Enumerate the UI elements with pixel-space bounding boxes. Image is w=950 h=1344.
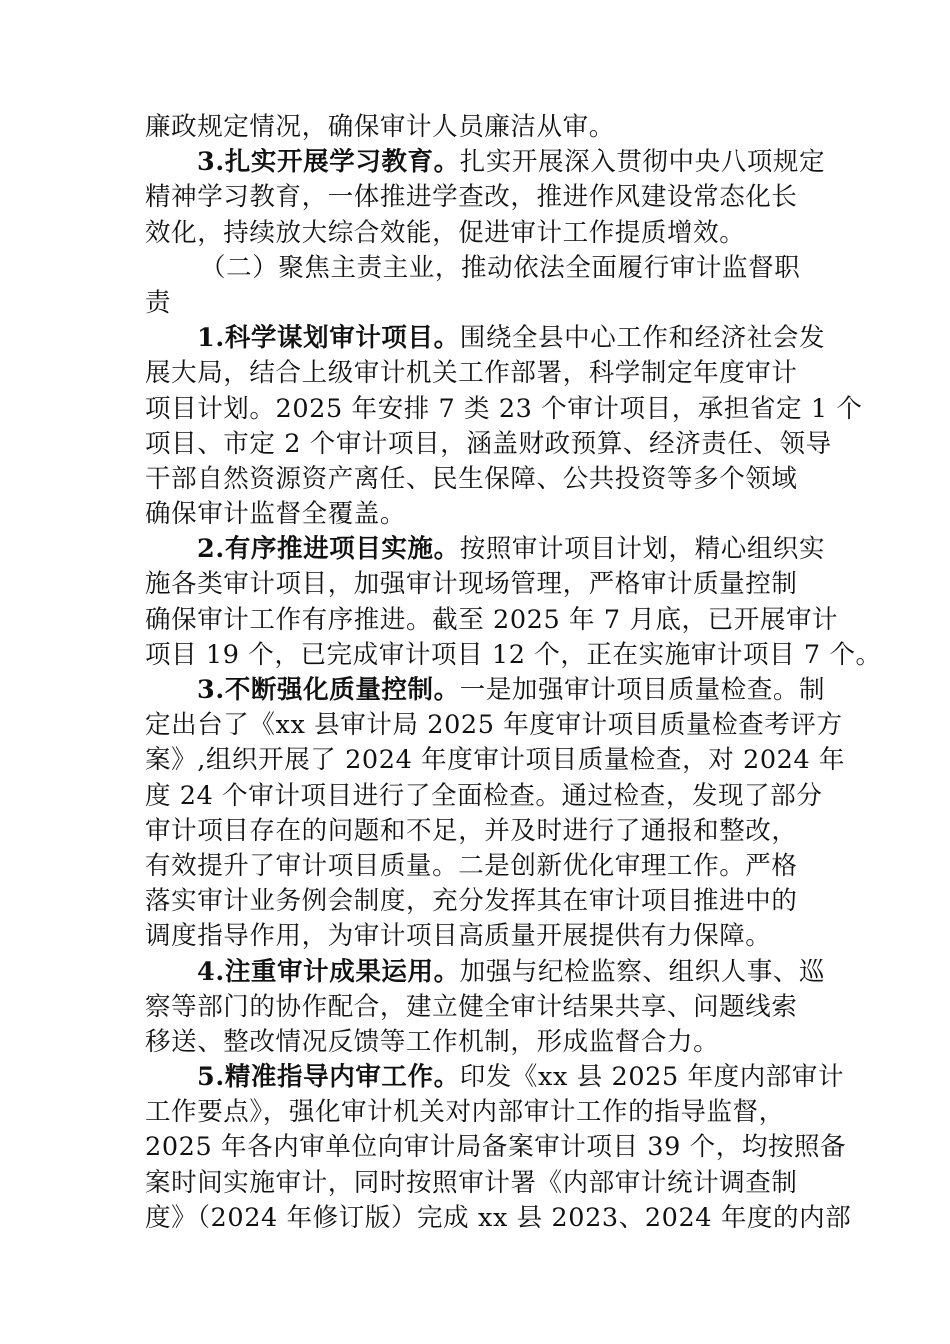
paragraph-1 [145,110,807,145]
text-line: 审计项目存在的问题和不足，并及时进行了通报和整改， [145,815,798,846]
paragraph-5 [145,673,846,955]
text-line: 4.注重审计成果运用。加强与纪检监察、组织人事、巡 [197,956,826,987]
text-line: 确保审计工作有序推进。截至 2025 年 7 月底，已开展审计 [145,604,839,635]
paragraph-lead: 1.科学谋划审计项目。 [197,323,460,354]
text-line: 精神学习教育，一体推进学查改，推进作风建设常态化长 [145,182,798,213]
text-line: 干部自然资源资产离任、民生保障、公共投资等多个领域 [145,463,798,494]
text-line: 项目计划。2025 年安排 7 类 23 个审计项目，承担省定 1 个 [145,393,863,424]
text-line: 责 [145,287,172,318]
text-line: 5.精准指导内审工作。印发《xx 县 2025 年度内部审计 [197,1062,845,1093]
text-line: 施各类审计项目，加强审计现场管理，严格审计质量控制 [145,569,798,600]
text-line: 察等部门的协作配合，建立健全审计结果共享、问题线索 [145,991,798,1022]
paragraph-lead: 2.有序推进项目实施。 [197,534,460,565]
text-line: 有效提升了审计项目质量。二是创新优化审理工作。严格 [145,850,798,881]
text-line: 展大局，结合上级审计机关工作部署，科学制定年度审计 [145,358,798,389]
paragraph-6 [145,955,826,1061]
paragraph-7 [145,1060,852,1236]
text-line: 项目、市定 2 个审计项目，涵盖财政预算、经济责任、领导 [145,428,832,459]
text-line: 调度指导作用，为审计项目高质量开展提供有力保障。 [145,921,772,952]
text-line: 案》,组织开展了 2024 年度审计项目质量检查，对 2024 年 [145,745,846,776]
paragraph-lead: 4.注重审计成果运用。 [197,956,460,987]
text-line: 项目 19 个，已完成审计项目 12 个，正在实施审计项目 7 个。 [145,639,882,670]
text-line: 1.科学谋划审计项目。围绕全县中心工作和经济社会发 [197,323,826,354]
text-line: （二）聚焦主责主业，推动依法全面履行审计监督职 [200,252,801,283]
text-line: 3.不断强化质量控制。一是加强审计项目质量检查。制 [197,675,826,705]
text-line: 度》（2024 年修订版）完成 xx 县 2023、2024 年度的内部 [145,1202,852,1233]
text-line: 定出台了《xx 县审计局 2025 年度审计项目质量检查考评方 [145,710,843,741]
paragraph-lead: 5.精准指导内审工作。 [197,1062,460,1093]
text-line: 2025 年各内审单位向审计局备案审计项目 39 个，均按照备 [145,1132,847,1163]
document-body [145,110,882,1236]
paragraph-4 [145,532,882,673]
text-line: 效化，持续放大综合效能，促进审计工作提质增效。 [145,217,746,248]
text-line: 度 24 个审计项目进行了全面检查。通过检查，发现了部分 [145,780,823,811]
paragraph-lead: 3.扎实开展学习教育。 [197,147,460,178]
text-line: 工作要点》，强化审计机关对内部审计工作的指导监督， [145,1097,785,1128]
text-line: 3.扎实开展学习教育。扎实开展深入贯彻中央八项规定 [197,147,826,178]
paragraph-2 [145,145,826,251]
text-line: 确保审计监督全覆盖。 [145,499,407,530]
text-line: 案时间实施审计，同时按照审计署《内部审计统计调查制 [145,1167,798,1198]
text-line: 2.有序推进项目实施。按照审计项目计划，精心组织实 [197,534,826,565]
section-heading [145,251,807,321]
text-line: 落实审计业务例会制度，充分发挥其在审计项目推进中的 [145,886,798,917]
paragraph-lead: 3.不断强化质量控制。 [197,675,460,705]
paragraph-3 [145,321,863,532]
text-line: 移送、整改情况反馈等工作机制，形成监督合力。 [145,1026,720,1057]
text-line: 廉政规定情况，确保审计人员廉洁从审。 [145,112,615,142]
